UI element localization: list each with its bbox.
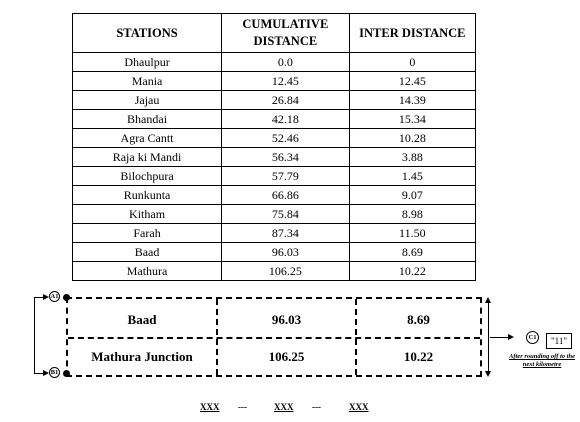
cumulative-distance-cell: 42.18 — [222, 110, 350, 129]
table-row — [73, 110, 476, 129]
footer-dash-2: --- — [312, 402, 321, 412]
vertical-double-arrow-line — [488, 303, 489, 371]
node-b1: B1 — [50, 369, 59, 376]
table-row — [73, 129, 476, 148]
station-cell: Bilochpura — [73, 167, 222, 186]
cumulative-distance-cell: 75.84 — [222, 205, 350, 224]
inter-distance-cell: 10.28 — [349, 129, 475, 148]
inter-distance-cell: 12.45 — [349, 72, 475, 91]
cumulative-distance-cell: 0.0 — [222, 53, 350, 72]
inter-distance-cell: 15.34 — [349, 110, 475, 129]
rounded-result-box: "11" — [546, 333, 572, 349]
inter-distance-cell: 3.88 — [349, 148, 475, 167]
diagram-cumulative-mathura: 106.25 — [268, 349, 305, 364]
c1-arrow-icon — [508, 334, 514, 340]
inter-distance-cell: 8.98 — [349, 205, 475, 224]
header-stations: STATIONS — [73, 14, 222, 53]
station-cell: Dhaulpur — [73, 53, 222, 72]
table-row — [73, 167, 476, 186]
cumulative-distance-cell: 26.84 — [222, 91, 350, 110]
table-row — [73, 186, 476, 205]
cumulative-distance-cell: 106.25 — [222, 262, 350, 281]
station-cell: Mathura — [73, 262, 222, 281]
distance-table — [72, 13, 476, 281]
diagram-inter-mathura: 10.22 — [403, 349, 434, 364]
left-connector-line — [34, 297, 35, 374]
diagram-cumulative-baad: 96.03 — [271, 312, 302, 327]
cumulative-distance-cell: 57.79 — [222, 167, 350, 186]
footer-mark-2: XXX — [274, 402, 294, 412]
inter-distance-cell: 1.45 — [349, 167, 475, 186]
inter-distance-cell: 9.07 — [349, 186, 475, 205]
cumulative-distance-cell: 56.34 — [222, 148, 350, 167]
cumulative-distance-cell: 52.46 — [222, 129, 350, 148]
inter-distance-cell: 10.22 — [349, 262, 475, 281]
c1-connector — [490, 337, 510, 338]
station-cell: Baad — [73, 243, 222, 262]
station-cell: Mania — [73, 72, 222, 91]
station-cell: Runkunta — [73, 186, 222, 205]
up-arrow-icon — [485, 297, 491, 303]
table-row — [73, 262, 476, 281]
down-arrow-icon — [485, 371, 491, 377]
inter-distance-cell: 14.39 — [349, 91, 475, 110]
table-row — [73, 53, 476, 72]
footer-dash-1: --- — [238, 402, 247, 412]
station-cell: Farah — [73, 224, 222, 243]
table-row — [73, 72, 476, 91]
table-row — [73, 91, 476, 110]
footer-mark-3: XXX — [349, 402, 369, 412]
table-row — [73, 243, 476, 262]
station-cell: Bhandai — [73, 110, 222, 129]
cumulative-distance-cell: 12.45 — [222, 72, 350, 91]
rounding-note: After rounding off to the next kilometre — [509, 353, 575, 368]
footer-mark-1: XXX — [200, 402, 220, 412]
inter-distance-cell: 8.69 — [349, 243, 475, 262]
cumulative-distance-cell: 96.03 — [222, 243, 350, 262]
inter-distance-cell: 0 — [349, 53, 475, 72]
table-row — [73, 148, 476, 167]
station-cell: Kitham — [73, 205, 222, 224]
diagram-inter-baad: 8.69 — [407, 312, 430, 327]
table-row — [73, 205, 476, 224]
header-cumulative-distance: CUMULATIVE DISTANCE — [222, 14, 350, 53]
node-a1: A1 — [50, 293, 59, 300]
station-cell: Agra Cantt — [73, 129, 222, 148]
a1-dot-icon — [63, 294, 70, 301]
cumulative-distance-cell: 87.34 — [222, 224, 350, 243]
node-c1: C1 — [526, 331, 539, 344]
station-cell: Jajau — [73, 91, 222, 110]
header-inter-distance: INTER DISTANCE — [349, 14, 475, 53]
cumulative-distance-cell: 66.86 — [222, 186, 350, 205]
b1-dot-icon — [63, 370, 70, 377]
station-cell: Raja ki Mandi — [73, 148, 222, 167]
table-header-row — [73, 14, 476, 53]
dashed-row-divider — [68, 337, 480, 339]
diagram-station-baad: Baad — [127, 312, 157, 327]
diagram-station-mathura: Mathura Junction — [91, 349, 193, 364]
table-row — [73, 224, 476, 243]
inter-distance-cell: 11.50 — [349, 224, 475, 243]
